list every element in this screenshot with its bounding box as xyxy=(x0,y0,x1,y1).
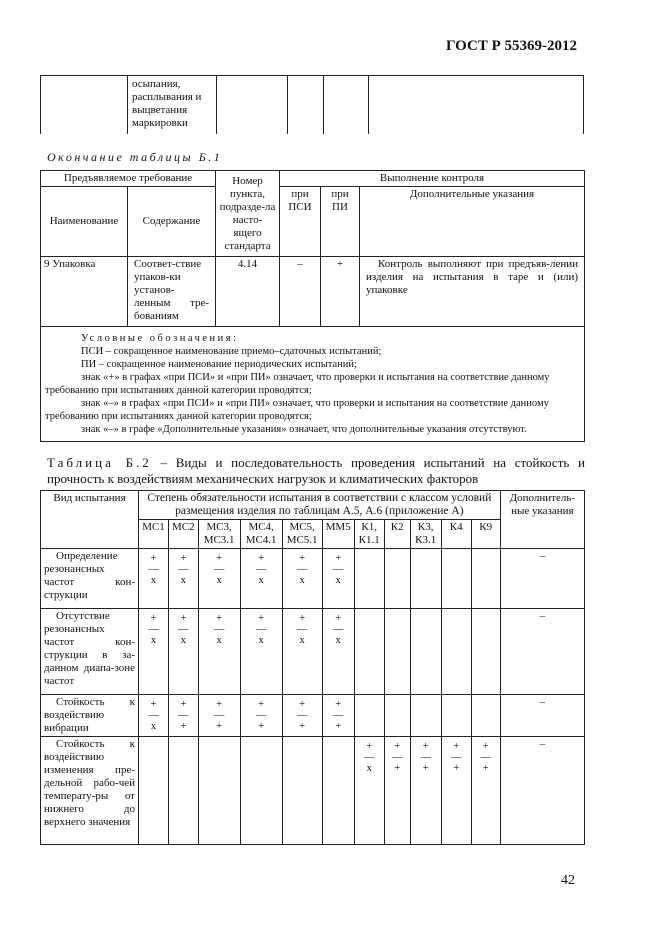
degree-cell xyxy=(169,737,199,845)
degree-mark: — xyxy=(296,710,308,721)
degree-cell xyxy=(139,609,169,695)
degree-mark: — xyxy=(420,752,431,763)
degree-cell xyxy=(441,737,471,845)
degree-mark: — xyxy=(363,752,375,763)
degree-mark: — xyxy=(213,624,225,635)
legend-line: знак «–» в графе «Дополнительные указания» означает, что дополнительные указания отсутствуют. xyxy=(81,424,527,435)
header-pi: при ПИ xyxy=(321,187,360,257)
header-psi: при ПСИ xyxy=(280,187,321,257)
degree-cell xyxy=(198,695,240,737)
class-header: МС5, МС5.1 xyxy=(282,520,322,549)
degree-cell xyxy=(322,609,354,695)
degree-mark: — xyxy=(296,624,308,635)
fragment-content-cell: осыпания, расплывания и выцветания маркировки xyxy=(128,76,217,134)
degree-cell xyxy=(441,695,471,737)
degree-mark: х xyxy=(258,575,264,586)
degree-cell xyxy=(471,695,500,737)
header-name: Наименование xyxy=(41,187,128,257)
degree-mark: — xyxy=(213,564,225,575)
degree-cell xyxy=(354,737,384,845)
class-header: МС3, МС3.1 xyxy=(198,520,240,549)
table-b2-title xyxy=(47,455,585,487)
table-b2 xyxy=(40,490,585,845)
test-name: Стойкость к воздействию вибрации xyxy=(41,695,139,737)
degree-mark: — xyxy=(178,564,189,575)
degree-cell xyxy=(441,549,471,609)
degree-mark: — xyxy=(450,752,462,763)
header-notes: Дополнительные указания xyxy=(360,187,585,257)
degree-mark: + xyxy=(150,613,157,624)
additional-note: – xyxy=(500,695,584,737)
class-header: К9 xyxy=(471,520,500,549)
degree-cell xyxy=(240,609,282,695)
class-header: МС1 xyxy=(139,520,169,549)
legend-cell xyxy=(41,327,585,442)
header-additional-notes: Дополнитель-ные указания xyxy=(500,491,584,549)
degree-cell xyxy=(240,549,282,609)
degree-mark: + xyxy=(335,699,342,710)
degree-mark: х xyxy=(258,635,264,646)
degree-mark: — xyxy=(213,710,225,721)
degree-mark: — xyxy=(148,564,159,575)
degree-mark: — xyxy=(391,752,403,763)
degree-mark: — xyxy=(178,624,189,635)
row-name: 9 Упаковка xyxy=(41,257,128,327)
class-header: К4 xyxy=(441,520,471,549)
degree-cell xyxy=(198,737,240,845)
degree-cell xyxy=(282,549,322,609)
degree-cell xyxy=(240,737,282,845)
degree-cell xyxy=(198,609,240,695)
continuation-table-fragment xyxy=(40,75,584,134)
header-requirement: Предъявляемое требование xyxy=(41,171,216,187)
degree-cell xyxy=(322,549,354,609)
class-header: К3, К3.1 xyxy=(410,520,441,549)
degree-cell xyxy=(384,695,410,737)
degree-mark: х xyxy=(335,635,341,646)
degree-mark: + xyxy=(453,763,460,774)
degree-mark: х xyxy=(150,635,157,646)
table-b2-title-text: – Виды и последовательность проведения испытаний на стойкость и прочность к воздействиям механических нагрузок и климатических факторов xyxy=(47,455,585,486)
page-number: 42 xyxy=(561,873,575,888)
row-psi: – xyxy=(280,257,321,327)
degree-cell xyxy=(384,609,410,695)
degree-mark: х xyxy=(216,635,222,646)
class-header: МС2 xyxy=(169,520,199,549)
degree-mark: + xyxy=(366,741,373,752)
row-number: 4.14 xyxy=(216,257,280,327)
test-name: Отсутствие резонансных частот кон-струкции в за-данном диапа-зоне частот xyxy=(41,609,139,695)
degree-mark: — xyxy=(296,564,308,575)
degree-mark: + xyxy=(258,721,265,732)
degree-cell xyxy=(410,609,441,695)
header-test-type: Вид испытания xyxy=(41,491,139,549)
test-name: Определение резонансных частот кон-струкции xyxy=(41,549,139,609)
legend-line: знак «+» в графах «при ПСИ» и «при ПИ» означает, что проверки и испытания на соответствие данному требованию при испытаниях данной категории проводятся; xyxy=(45,372,550,396)
degree-cell xyxy=(354,609,384,695)
degree-cell xyxy=(139,737,169,845)
degree-mark: + xyxy=(216,699,223,710)
degree-cell xyxy=(282,737,322,845)
degree-mark: х xyxy=(299,575,305,586)
degree-mark: + xyxy=(299,721,306,732)
degree-mark: + xyxy=(216,553,223,564)
degree-mark: — xyxy=(148,710,159,721)
standard-designation: ГОСТ Р 55369-2012 xyxy=(445,38,577,54)
degree-mark: + xyxy=(394,741,401,752)
degree-mark: х xyxy=(180,575,186,586)
degree-mark: + xyxy=(216,721,223,732)
degree-mark: + xyxy=(258,613,265,624)
degree-cell xyxy=(410,549,441,609)
row-pi: + xyxy=(321,257,360,327)
degree-mark: + xyxy=(482,741,489,752)
legend-line: знак «–» в графах «при ПСИ» и «при ПИ» означает, что проверки и испытания на соответствие данному требованию при испытаниях данной категории проводятся; xyxy=(45,398,549,422)
degree-cell xyxy=(384,737,410,845)
additional-note: – xyxy=(500,609,584,695)
degree-mark: + xyxy=(258,699,265,710)
degree-mark: + xyxy=(180,721,187,732)
degree-mark: х xyxy=(180,635,186,646)
degree-mark: х xyxy=(150,575,157,586)
degree-cell xyxy=(441,609,471,695)
legend-line: ПСИ – сокращенное наименование приемо–сдаточных испытаний; xyxy=(81,346,382,357)
test-name: Стойкость к воздействию изменения пре-дельной рабо-чей температу-ры от нижнего до верхнего значения xyxy=(41,737,139,845)
degree-cell xyxy=(139,549,169,609)
additional-note: – xyxy=(500,549,584,609)
degree-cell xyxy=(322,695,354,737)
degree-cell xyxy=(471,737,500,845)
degree-cell xyxy=(139,695,169,737)
degree-mark: — xyxy=(332,710,344,721)
degree-cell xyxy=(384,549,410,609)
degree-cell xyxy=(240,695,282,737)
class-header: К2 xyxy=(384,520,410,549)
degree-cell xyxy=(410,695,441,737)
degree-cell xyxy=(354,549,384,609)
header-content: Содержание xyxy=(128,187,216,257)
degree-cell xyxy=(169,549,199,609)
degree-mark: — xyxy=(332,624,344,635)
table-row xyxy=(41,549,585,609)
degree-cell xyxy=(410,737,441,845)
degree-mark: — xyxy=(255,564,267,575)
degree-mark: + xyxy=(335,553,342,564)
table-b1 xyxy=(40,170,585,442)
degree-mark: + xyxy=(180,553,187,564)
degree-mark: — xyxy=(178,710,189,721)
header-execution: Выполнение контроля xyxy=(280,171,585,187)
table-row xyxy=(41,695,585,737)
legend-line: ПИ – сокращенное наименование периодических испытаний; xyxy=(81,359,357,370)
additional-note: – xyxy=(500,737,584,845)
degree-mark: + xyxy=(299,613,306,624)
degree-mark: — xyxy=(255,624,267,635)
degree-mark: + xyxy=(422,741,429,752)
degree-cell xyxy=(198,549,240,609)
row-content: Соответ-ствие упаков-ки установ-ленным тре-бованиям xyxy=(128,257,216,327)
degree-mark: + xyxy=(150,553,157,564)
degree-mark: х xyxy=(150,721,157,732)
degree-mark: + xyxy=(299,553,306,564)
degree-mark: + xyxy=(150,699,157,710)
table-b2-label: Таблица Б.2 xyxy=(47,455,152,470)
degree-mark: х xyxy=(335,575,341,586)
degree-cell xyxy=(282,609,322,695)
degree-mark: + xyxy=(216,613,223,624)
degree-mark: х xyxy=(216,575,222,586)
degree-mark: х xyxy=(366,763,372,774)
degree-cell xyxy=(471,549,500,609)
class-header: ММ5 xyxy=(322,520,354,549)
degree-mark: + xyxy=(335,613,342,624)
table-row xyxy=(41,609,585,695)
legend-lead: Условные обозначения: xyxy=(81,333,239,344)
degree-cell xyxy=(169,609,199,695)
table-b1-caption: Окончание таблицы Б.1 xyxy=(47,150,223,164)
table-row xyxy=(41,737,585,845)
class-header: К1, К1.1 xyxy=(354,520,384,549)
degree-mark: — xyxy=(255,710,267,721)
degree-mark: + xyxy=(299,699,306,710)
degree-mark: + xyxy=(180,613,187,624)
header-degree: Степень обязательности испытания в соответствии с классом условий размещения изделия по таблицам А.5, А.6 (приложение А) xyxy=(139,491,501,520)
degree-mark: — xyxy=(480,752,491,763)
degree-cell xyxy=(354,695,384,737)
degree-mark: + xyxy=(335,721,342,732)
degree-mark: — xyxy=(332,564,344,575)
degree-mark: х xyxy=(299,635,305,646)
degree-cell xyxy=(471,609,500,695)
row-notes: Контроль выполняют при предъяв-лении изделия на испытания в таре и (или) упаковке xyxy=(360,257,585,327)
degree-mark: + xyxy=(394,763,401,774)
degree-mark: + xyxy=(482,763,489,774)
degree-mark: + xyxy=(453,741,460,752)
degree-cell xyxy=(322,737,354,845)
degree-cell xyxy=(169,695,199,737)
degree-mark: — xyxy=(148,624,159,635)
header-number: Номер пункта, подразде-ла насто-ящего стандарта xyxy=(216,171,280,257)
degree-cell xyxy=(282,695,322,737)
degree-mark: + xyxy=(422,763,429,774)
class-header: МС4, МС4.1 xyxy=(240,520,282,549)
degree-mark: + xyxy=(258,553,265,564)
degree-mark: + xyxy=(180,699,187,710)
